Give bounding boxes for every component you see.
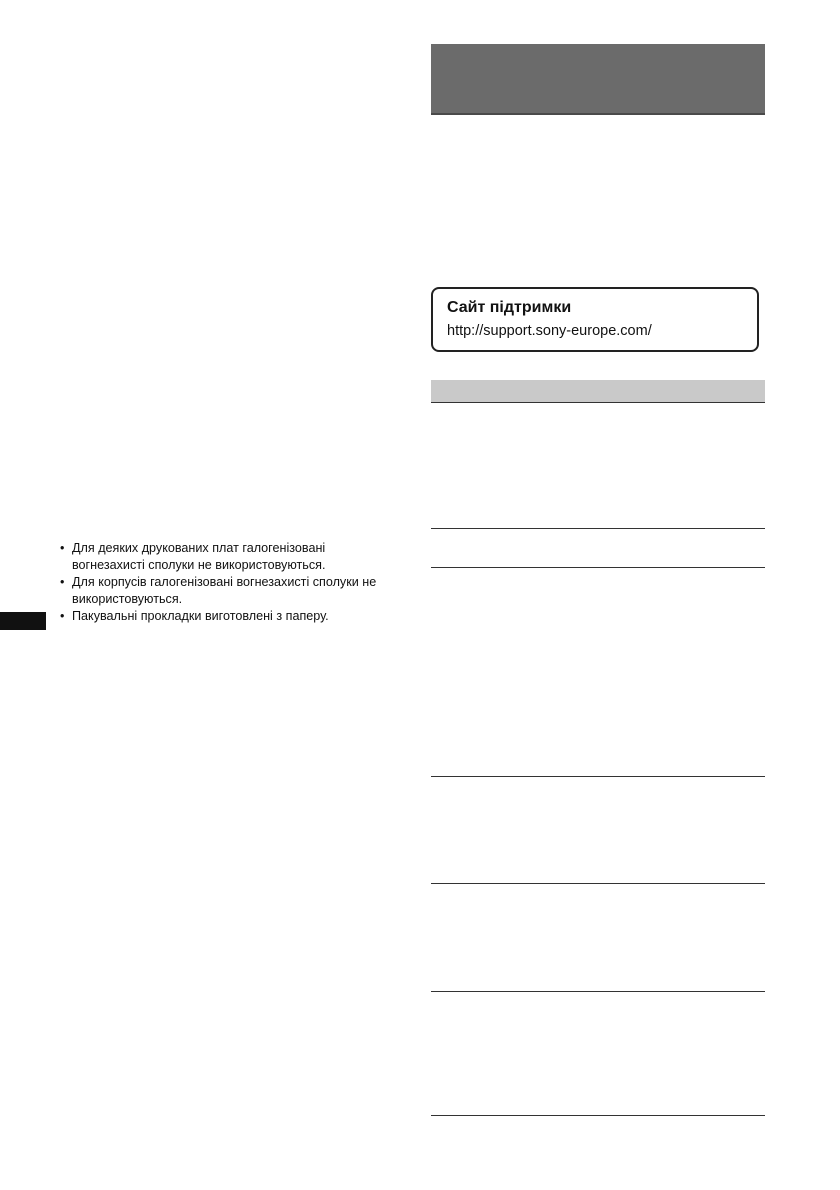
table-row-divider xyxy=(431,991,765,992)
list-item: • Пакувальні прокладки виготовлені з паперу. xyxy=(60,608,380,625)
section-header-rule xyxy=(431,113,765,115)
table-row-divider xyxy=(431,776,765,777)
support-site-box xyxy=(431,287,759,352)
support-site-title: Сайт підтримки xyxy=(447,299,572,316)
list-item: • Для деяких друкованих плат галогенізовані вогнезахисті сполуки не використовуються. xyxy=(60,540,380,574)
section-header-band xyxy=(431,44,765,114)
table-row-divider xyxy=(431,528,765,529)
table-row-divider xyxy=(431,883,765,884)
language-side-tab xyxy=(0,612,46,630)
table-row-divider xyxy=(431,567,765,568)
support-site-url[interactable]: http://support.sony-europe.com/ xyxy=(447,323,652,339)
environment-notes-list xyxy=(60,540,380,625)
table-row-divider xyxy=(431,1115,765,1116)
table-header-bar xyxy=(431,380,765,403)
list-item: • Для корпусів галогенізовані вогнезахисті сполуки не використовуються. xyxy=(60,574,380,608)
